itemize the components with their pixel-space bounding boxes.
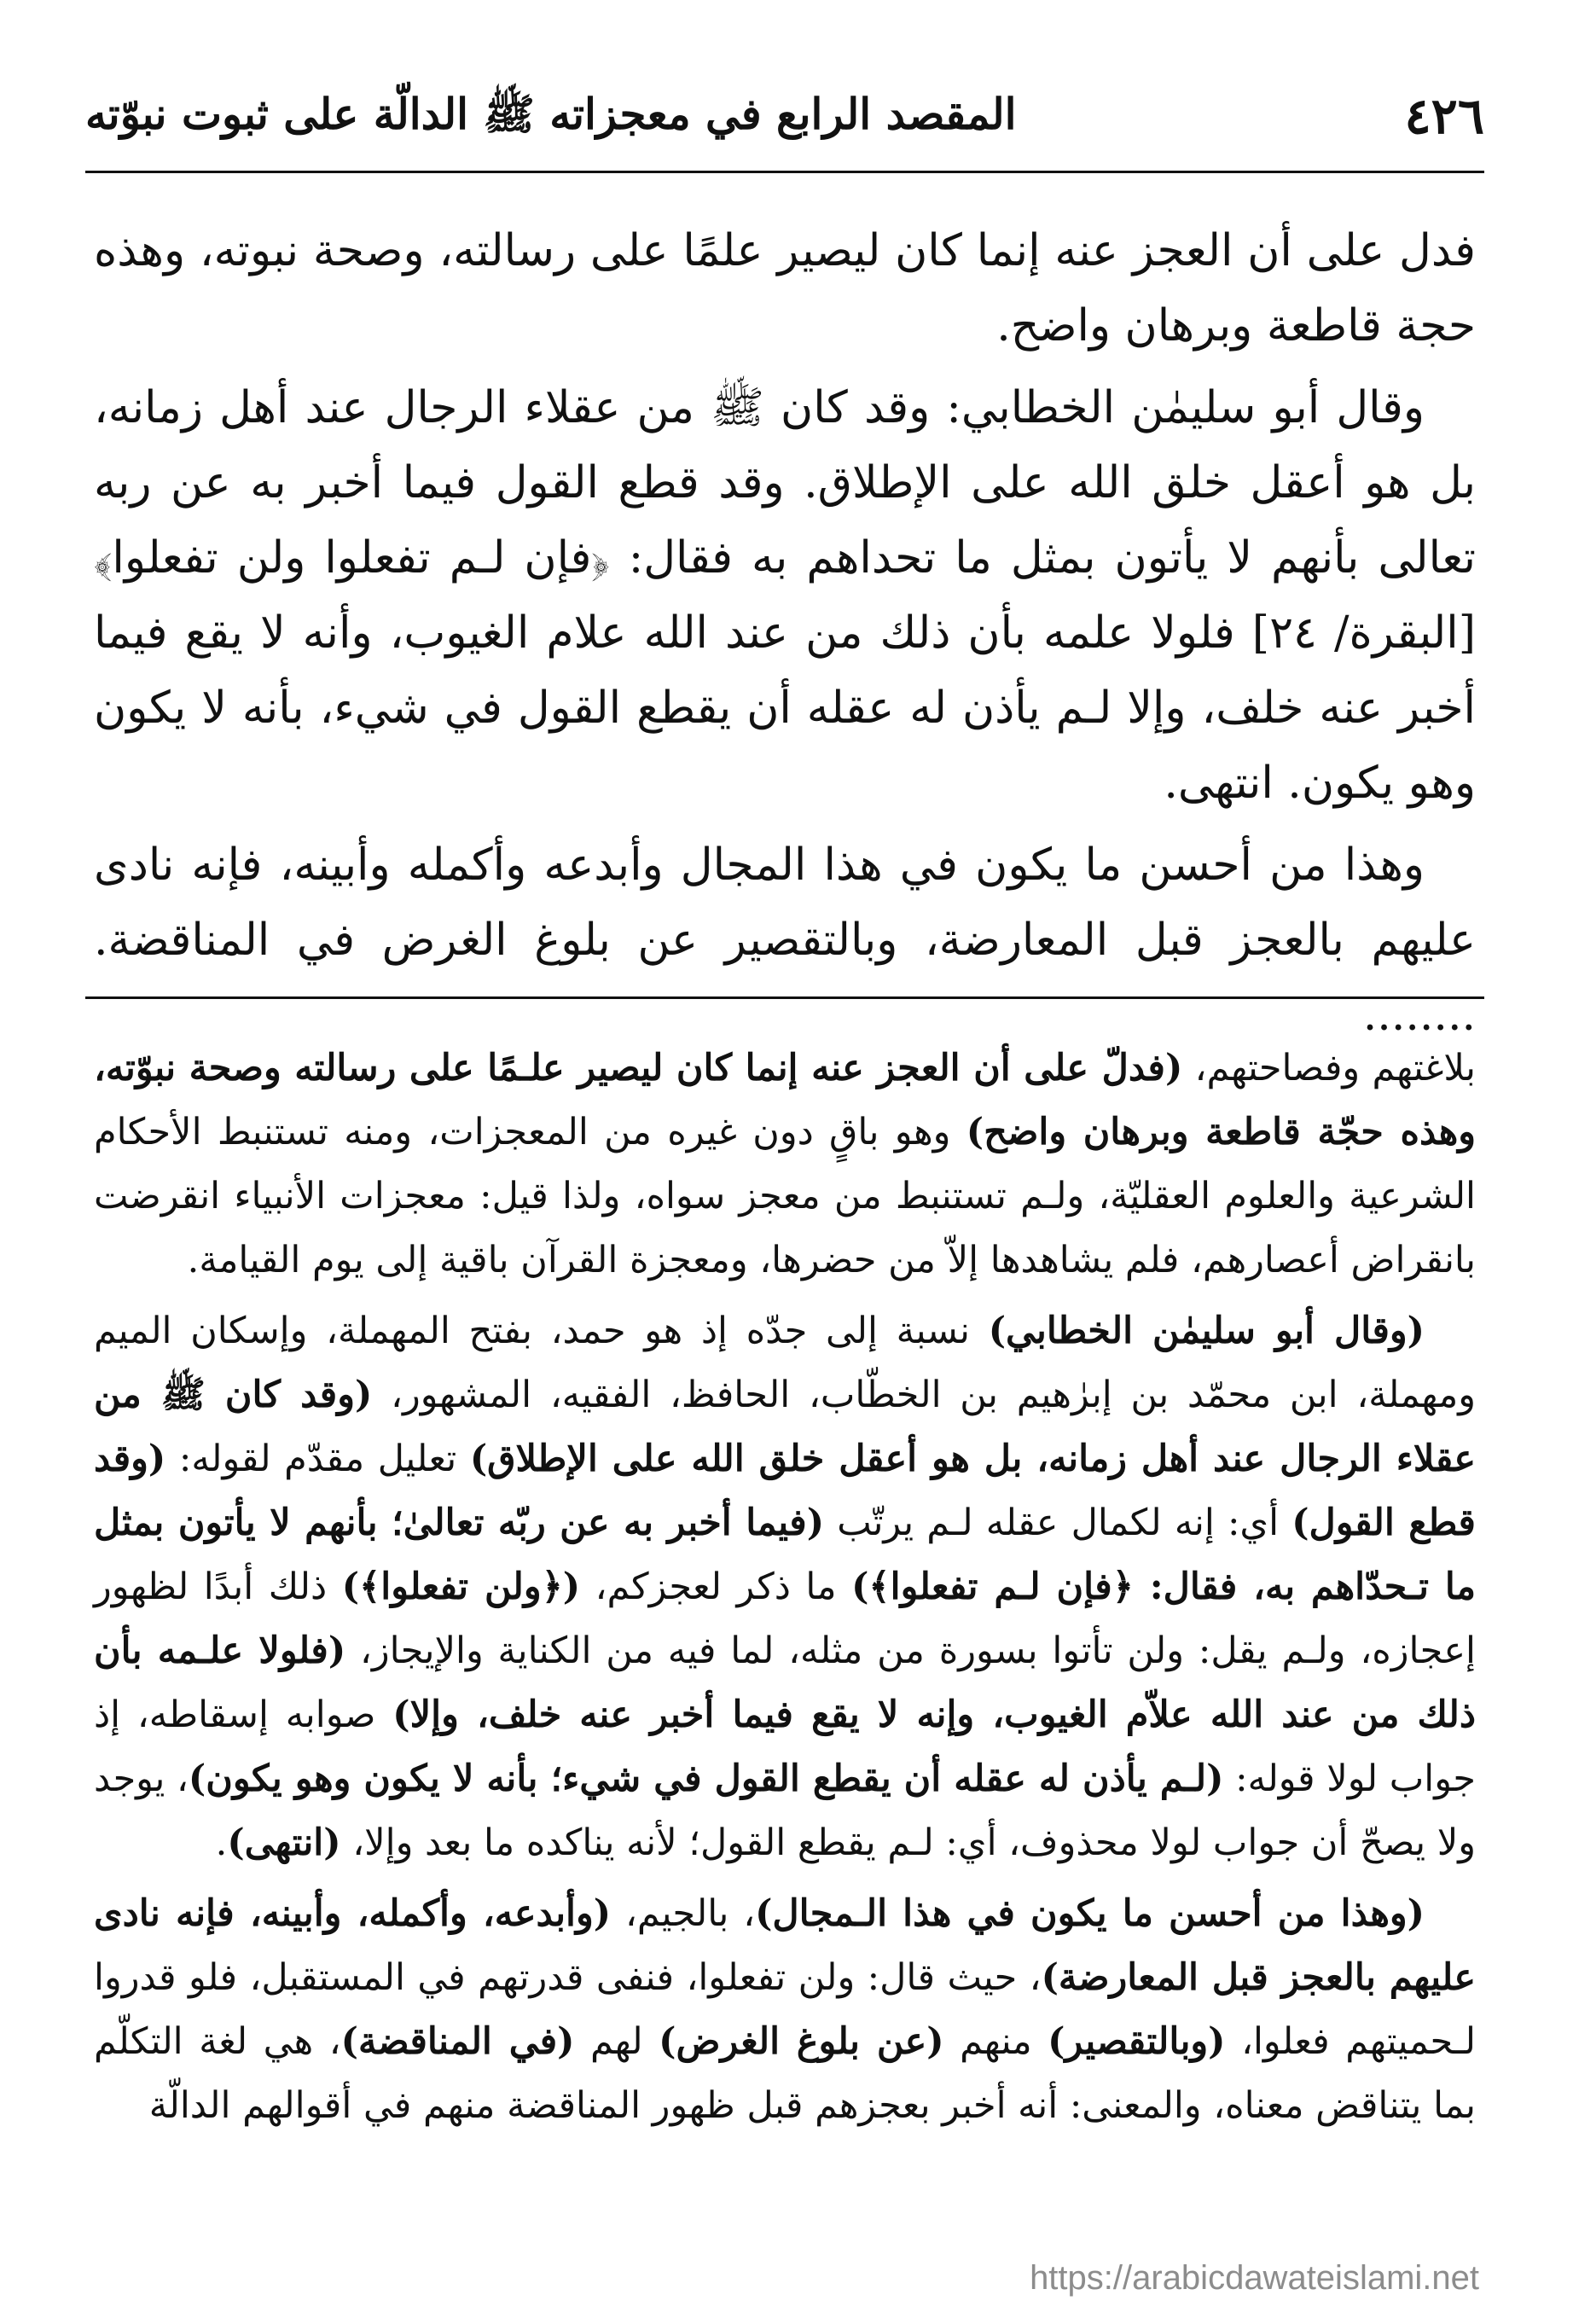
commentary-text-run: ذلك أبدًا لظهور إعجازه، ولـم يقل: ولن تأتوا بسورة من مثله، لما فيه من الكناية والإيجاز،: [94, 1566, 1476, 1672]
commentary-paragraph-1: [94, 1037, 1476, 1293]
watermark-url: https://arabicdawateislami.net: [1030, 2259, 1479, 2297]
commentary-text-run: أي: إنه لكمال عقله لـم يرتّب: [824, 1502, 1292, 1544]
commentary-text-run: منهم: [943, 2020, 1048, 2063]
commentary-paragraph-3: [94, 1882, 1476, 2138]
quoted-main-text: (وأبدعه، وأكمله، وأبينه، فإنه نادى عليهم بالعجز قبل المعارضة): [94, 1892, 1476, 1999]
commentary-text-run: ، بالجيم،: [611, 1892, 756, 1935]
commentary-text-run: نسبة إلى جدّه إذ هو حمد، بفتح المهملة، وإسكان الميم ومهملة، ابن محمّد بن إبرٰهيم بن الخطّاب، الحافظ، الفقيه، المشهور،: [94, 1310, 1476, 1416]
quoted-main-text: (وقد كان ﷺ من عقلاء الرجال عند أهل زمانه، بل هو أعقل خلق الله على الإطلاق): [94, 1374, 1476, 1480]
commentary-text-run: وهو باقٍ دون غيره من المعجزات، ومنه تستنبط الأحكام الشرعية والعلوم العقليّة، ولـم تستنبط من معجز سواه، ولذا قيل: معجزات الأنبياء انقرضت بانقراض أعصارهم، فلم يشاهدها إلاّ من حضرها، ومعجزة القرآن باقية إلى يوم القيامة.: [94, 1111, 1476, 1281]
commentary-text-run: تعليل مقدّم لقوله:: [165, 1438, 470, 1480]
commentary-text: [94, 1037, 1476, 2145]
commentary-text-run: ما ذكر لعجزكم،: [580, 1566, 852, 1608]
quoted-main-text: (في المناقضة): [340, 2020, 575, 2063]
running-title: المقصد الرابع في معجزاته ﷺ الدالّة على ثبوت نبوّته: [85, 89, 1017, 139]
header-rule: [85, 171, 1484, 173]
commentary-text-run: ، هي لغة التكلّم بما يتناقض معناه، والمعنى: أنه أخبر بعجزهم قبل ظهور المناقضة منهم في أقوالهم الدالّة: [94, 2020, 1476, 2127]
commentary-paragraph-2: [94, 1299, 1476, 1875]
quoted-main-text: (فدلّ على أن العجز عنه إنما كان ليصير علـمًا على رسالته وصحة نبوّته، وهذه حجّة قاطعة وبرهان واضح): [94, 1047, 1477, 1153]
commentary-text-run: صوابه إسقاطه، إذ جواب لولا قوله:: [94, 1694, 1476, 1800]
quoted-main-text: (وقال أبو سليمٰن الخطابي): [988, 1310, 1425, 1352]
page-header: [85, 77, 1484, 171]
quoted-main-text: (﴿ولن تفعلوا﴾): [341, 1566, 581, 1608]
page-number: ٤٢٦: [1404, 87, 1484, 145]
quoted-main-text: (انتهى): [227, 1821, 341, 1864]
commentary-text-run: .: [215, 1821, 228, 1864]
quoted-main-text: (فلولا علـمه بأن ذلك من عند الله علاّم الغيوب، وإنه لا يقع فيما أخبر عنه خلف، وإلا): [94, 1630, 1476, 1736]
main-text: [94, 213, 1476, 1060]
quoted-main-text: (لـم يأذن له عقله أن يقطع القول في شيء؛ بأنه لا يكون وهو يكون): [188, 1758, 1224, 1800]
main-text-paragraph-3: وهذا من أحسن ما يكون في هذا المجال وأبدعه وأكمله وأبينه، فإنه نادى عليهم بالعجز قبل المعارضة، وبالتقصير عن بلوغ الغرض في المناقضة. ........: [94, 840, 1477, 1041]
quoted-main-text: (وقد قطع القول): [94, 1438, 1476, 1544]
main-text-paragraph-1: فدل على أن العجز عنه إنما كان ليصير علمًا على رسالته، وصحة نبوته، وهذه حجة قاطعة وبرهان واضح.: [94, 225, 1476, 352]
quoted-main-text: (عن بلوغ الغرض): [659, 2020, 944, 2063]
quoted-main-text: (فيما أخبر به عن ربّه تعالىٰ؛ بأنهم لا يأتون بمثل ما تـحدّاهم به، فقال: ﴿فإن لـم تفعلوا﴾): [94, 1502, 1476, 1608]
commentary-text-run: ، يوجد ولا يصحّ أن جواب لولا محذوف، أي: لـم يقطع القول؛ لأنه يناكده ما بعد وإلا،: [94, 1758, 1476, 1864]
commentary-text-run: ، حيث قال: ولن تفعلوا، فنفى قدرتهم في المستقبل، فلو قدروا لـحميتهم فعلوا،: [94, 1956, 1476, 2063]
commentary-text-run: بلاغتهم وفصاحتهم،: [1182, 1047, 1476, 1089]
commentary-divider: [85, 996, 1484, 999]
main-text-paragraph-2: وقال أبو سليمٰن الخطابي: وقد كان ﷺ من عقلاء الرجال عند أهل زمانه، بل هو أعقل خلق الله على الإطلاق. وقد قطع القول فيما أخبر به عن ربه تعالى بأنهم لا يأتون بمثل ما تحداهم به فقال: ﴿فإن لـم تفعلوا ولن تفعلوا﴾ [البقرة/ ٢٤] فلولا علمه بأن ذلك من عند الله علام الغيوب، وأنه لا يقع فيما أخبر عنه خلف، وإلا لـم يأذن له عقله أن يقطع القول في شيء، بأنه لا يكون وهو يكون. انتهى.: [94, 382, 1477, 809]
commentary-text-run: لهم: [574, 2020, 659, 2063]
quoted-main-text: (وبالتقصير): [1048, 2020, 1226, 2063]
quoted-main-text: (وهذا من أحسن ما يكون في هذا الـمجال): [755, 1892, 1425, 1935]
